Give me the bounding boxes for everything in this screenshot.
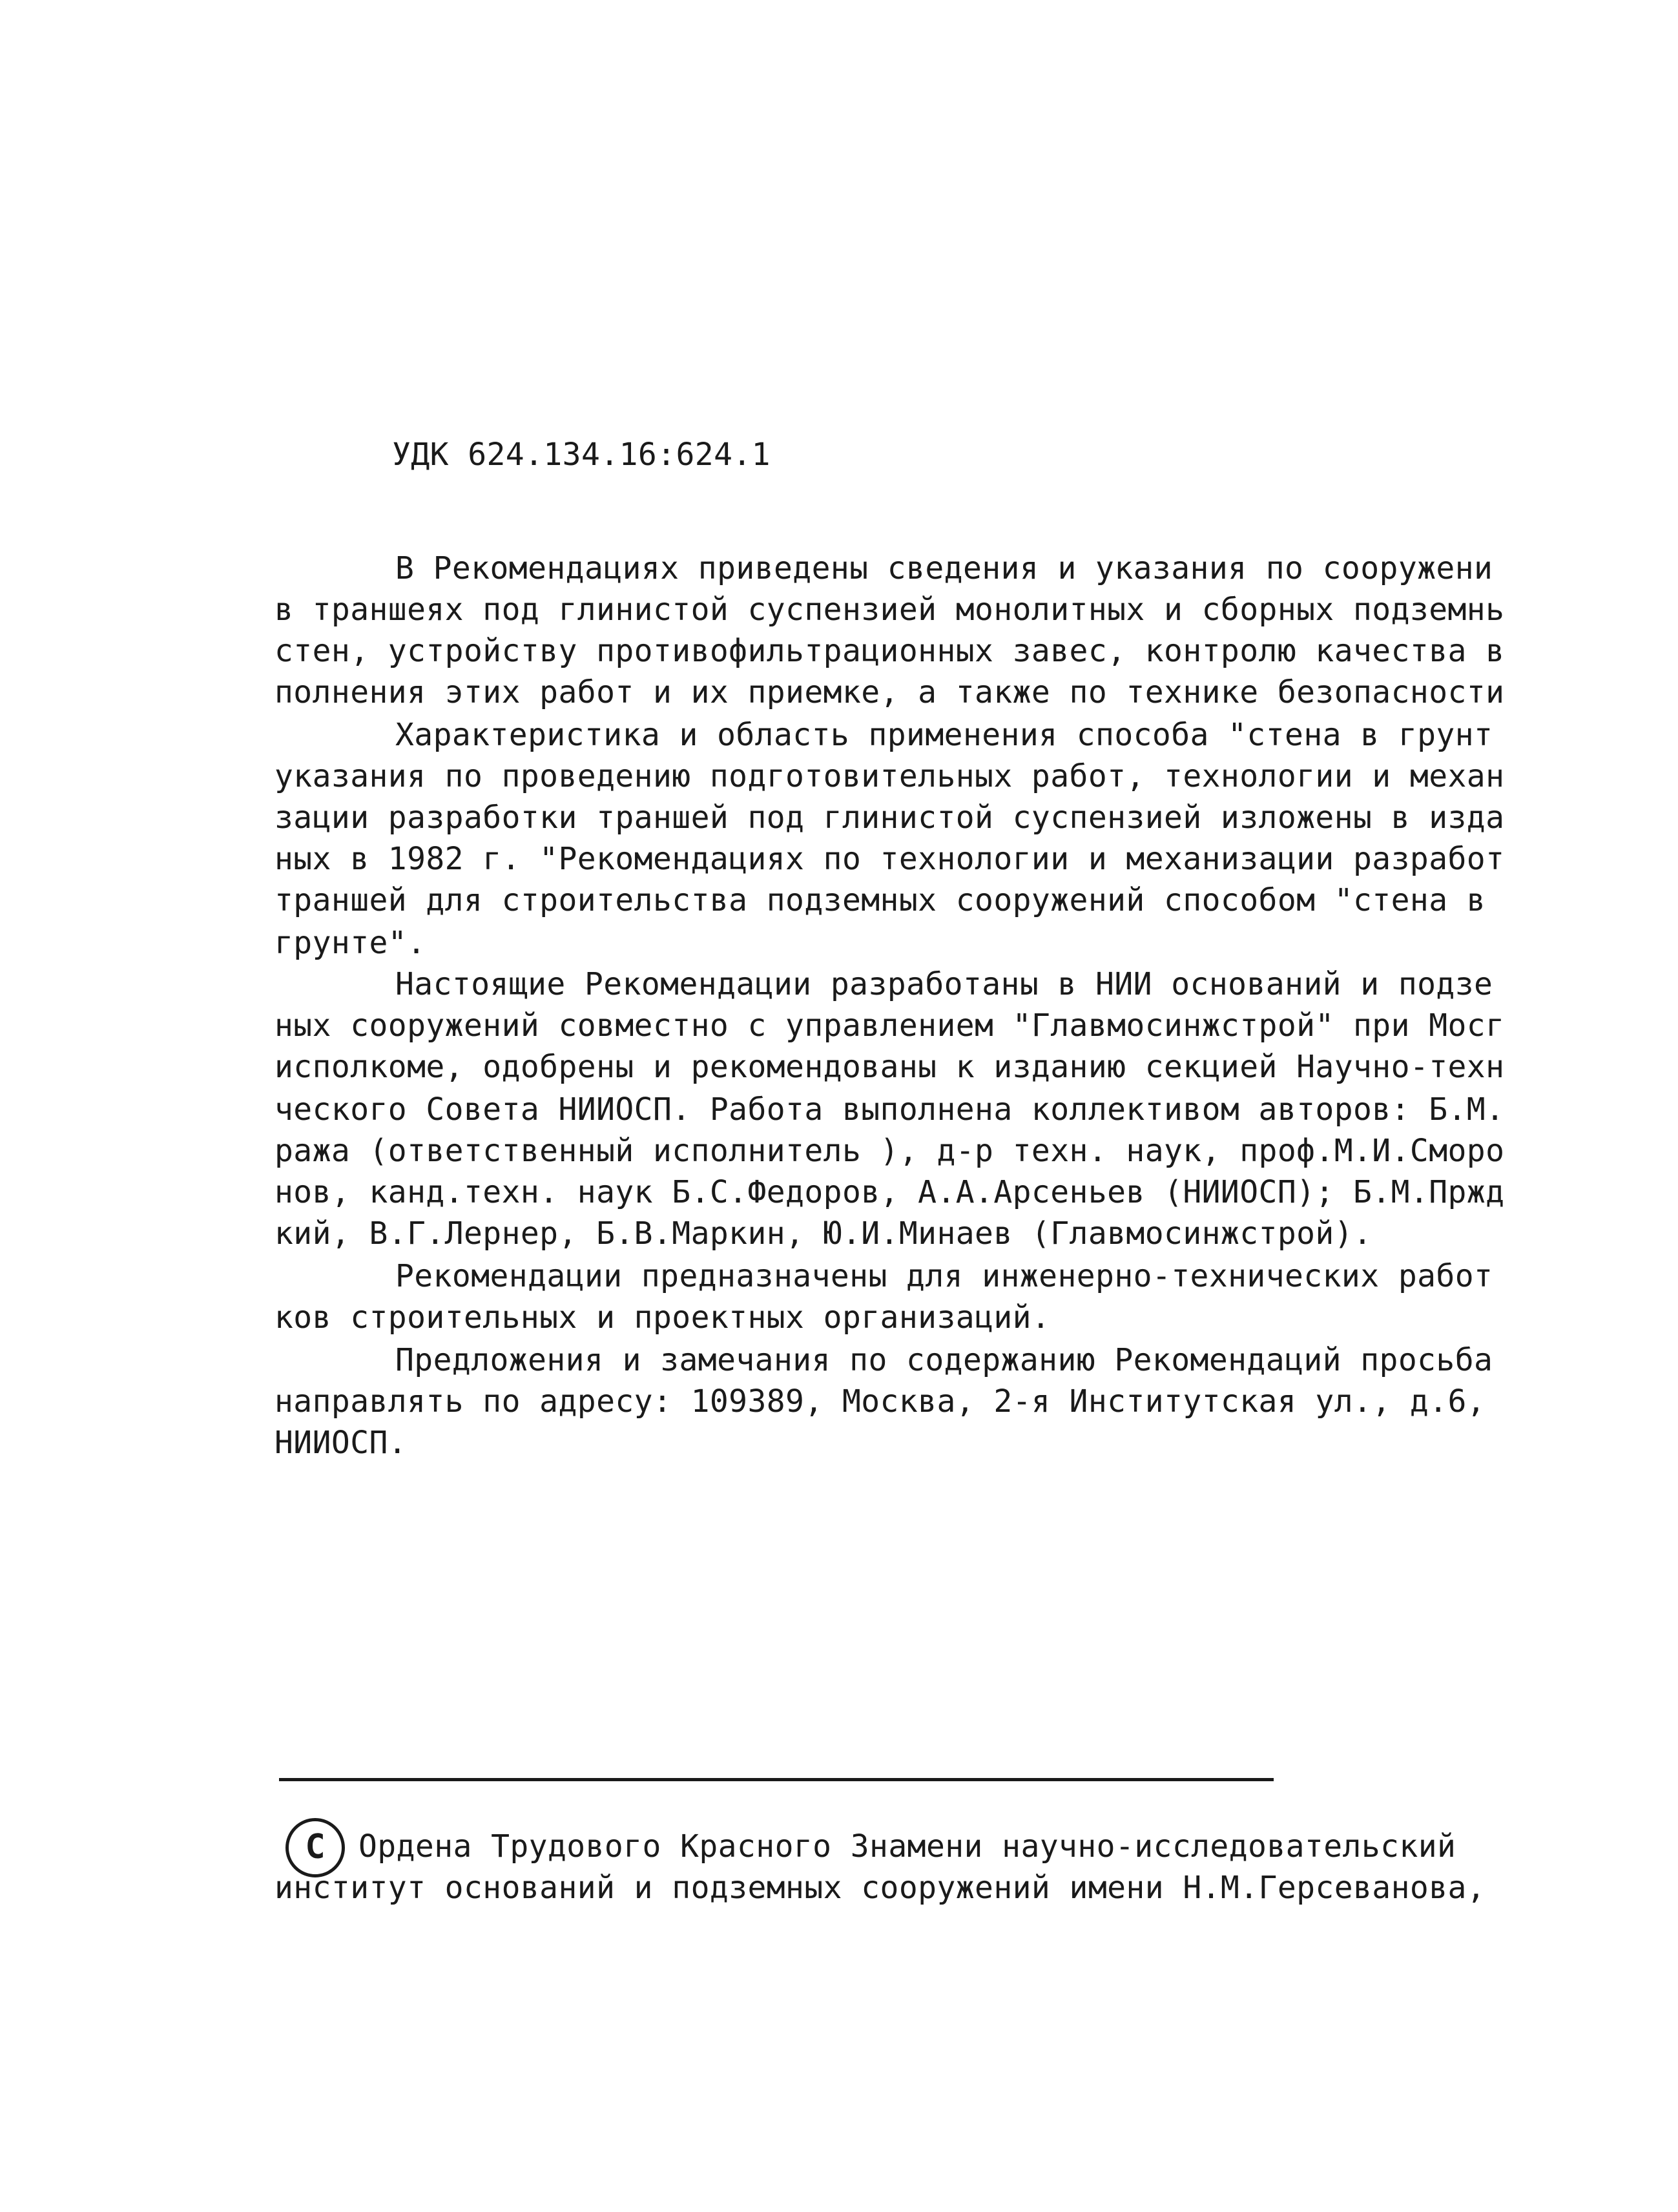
body-line: ков строительных и проектных организаций. [274,1299,1051,1336]
body-line: направлять по адресу: 109389, Москва, 2-я Институтская ул., д.6, [274,1383,1486,1420]
udk-code: УДК 624.134.16:624.1 [392,437,771,473]
body-line: зации разработки траншей под глинистой суспензией изложены в изда [274,800,1505,836]
body-line: ных в 1982 г. "Рекомендациях по технологии и механизации разработ [274,841,1505,877]
body-line: НИИОСП. [274,1425,408,1461]
body-line: указания по проведению подготовительных работ, технологии и механ [274,758,1505,794]
body-line: стен, устройству противофильтрационных завес, контролю качества в [274,633,1505,669]
body-line: Настоящие Рекомендации разработаны в НИИ оснований и подзе [395,966,1493,1002]
body-line: кий, В.Г.Лернер, Б.В.Маркин, Ю.И.Минаев (Главмосинжстрой). [274,1215,1372,1252]
body-line: исполкоме, одобрены и рекомендованы к изданию секцией Научно-техн [274,1049,1505,1085]
body-line: ных сооружений совместно с управлением "Главмосинжстрой" при Мосг [274,1008,1505,1044]
body-line: нов, канд.техн. наук Б.С.Федоров, А.А.Арсеньев (НИИОСП); Б.М.Пржд [274,1174,1505,1210]
footer-line: институт оснований и подземных сооружений имени Н.М.Герсеванова, [274,1870,1486,1906]
body-line: ческого Совета НИИОСП. Работа выполнена коллективом авторов: Б.М. [274,1091,1505,1128]
body-line: траншей для строительства подземных сооружений способом "стена в [274,882,1486,918]
body-line: полнения этих работ и их приемке, а также по технике безопасности [274,674,1505,710]
body-line: Предложения и замечания по содержанию Рекомендаций просьба [395,1342,1493,1378]
body-line: Характеристика и область применения способа "стена в грунт [395,717,1493,753]
footer-line: Ордена Трудового Красного Знамени научно-исследовательский [358,1828,1456,1865]
copyright-icon: С [285,1818,345,1877]
body-line: В Рекомендациях приведены сведения и указания по сооружени [395,550,1493,586]
body-line: грунте". [274,925,426,961]
body-line: в траншеях под глинистой суспензией монолитных и сборных подземнь [274,592,1505,628]
footnote-divider [279,1778,1274,1781]
body-line: Рекомендации предназначены для инженерно-технических работ [395,1258,1493,1294]
body-line: ража (ответственный исполнитель ), д-р техн. наук, проф.М.И.Сморо [274,1133,1505,1169]
